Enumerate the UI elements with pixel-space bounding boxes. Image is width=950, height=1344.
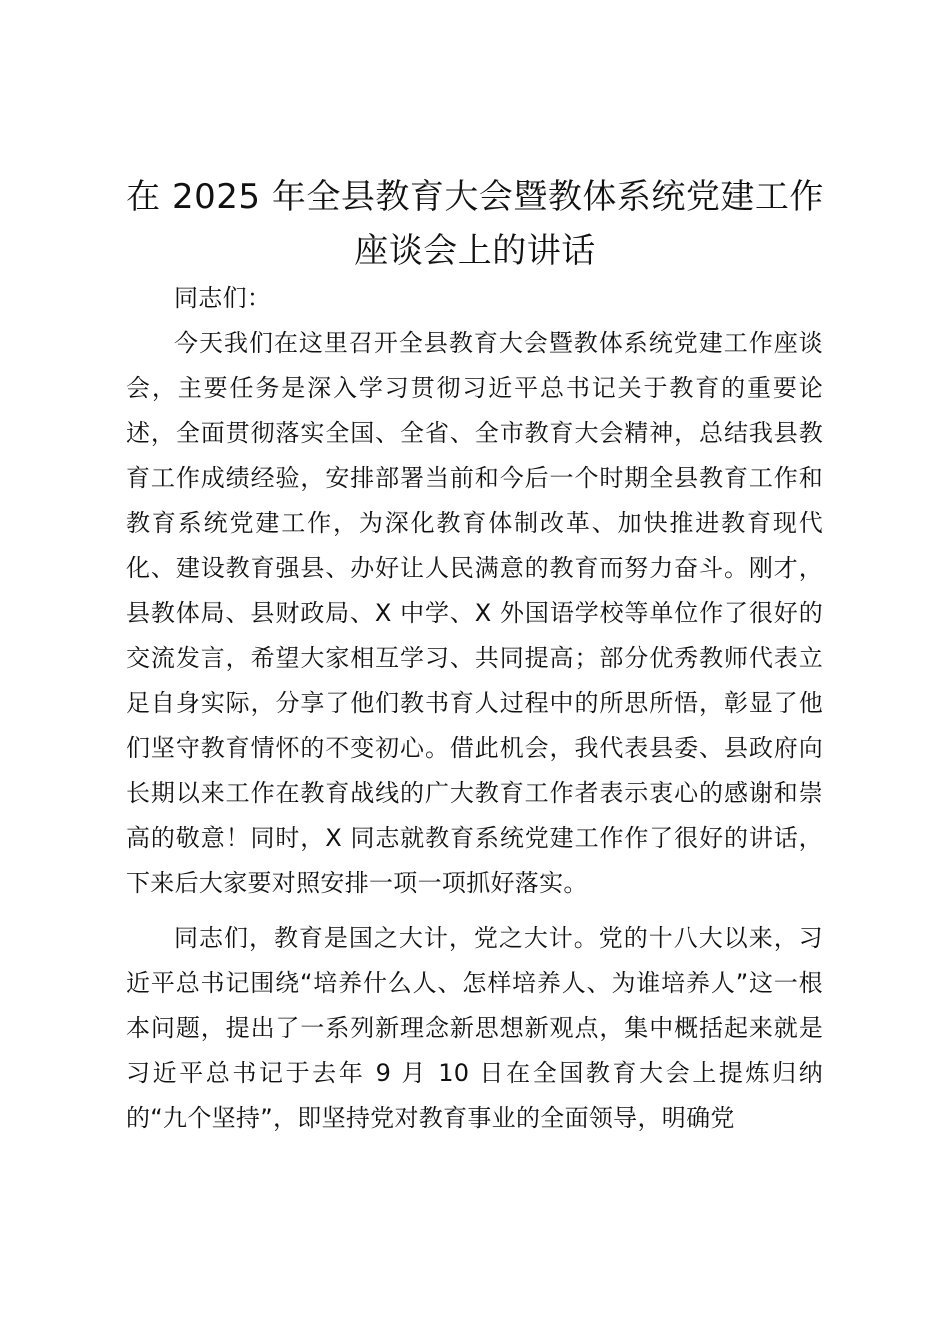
page-title: [120, 170, 830, 278]
greeting: 同志们：: [174, 284, 272, 312]
paragraph-2: 同志们，教育是国之大计，党之大计。党的十八大以来，习近平总书记围绕“培养什么人、怎样培养人、为谁培养人”这一根本问题，提出了一系列新理念新思想新观点，集中概括起来就是习近平总书记于去年 9 月 10 日在全国教育大会上提炼归纳的“九个坚持”，即坚持党对教育事业的全面领导，明确党: [126, 924, 823, 1132]
title-line-2: 座谈会上的讲话: [354, 231, 596, 271]
document-body: [126, 276, 823, 1141]
title-line-1: 在 2025 年全县教育大会暨教体系统党建工作: [126, 177, 824, 217]
paragraph-1: 今天我们在这里召开全县教育大会暨教体系统党建工作座谈会，主要任务是深入学习贯彻习近平总书记关于教育的重要论述，全面贯彻落实全国、全省、全市教育大会精神，总结我县教育工作成绩经验，安排部署当前和今后一个时期全县教育工作和教育系统党建工作，为深化教育体制改革、加快推进教育现代化、建设教育强县、办好让人民满意的教育而努力奋斗。刚才，县教体局、县财政局、X 中学、X 外国语学校等单位作了很好的交流发言，希望大家相互学习、共同提高；部分优秀教师代表立足自身实际，分享了他们教书育人过程中的所思所悟，彰显了他们坚守教育情怀的不变初心。借此机会，我代表县委、县政府向长期以来工作在教育战线的广大教育工作者表示衷心的感谢和崇高的敬意！同时，X 同志就教育系统党建工作作了很好的讲话，下来后大家要对照安排一项一项抓好落实。: [126, 329, 823, 897]
